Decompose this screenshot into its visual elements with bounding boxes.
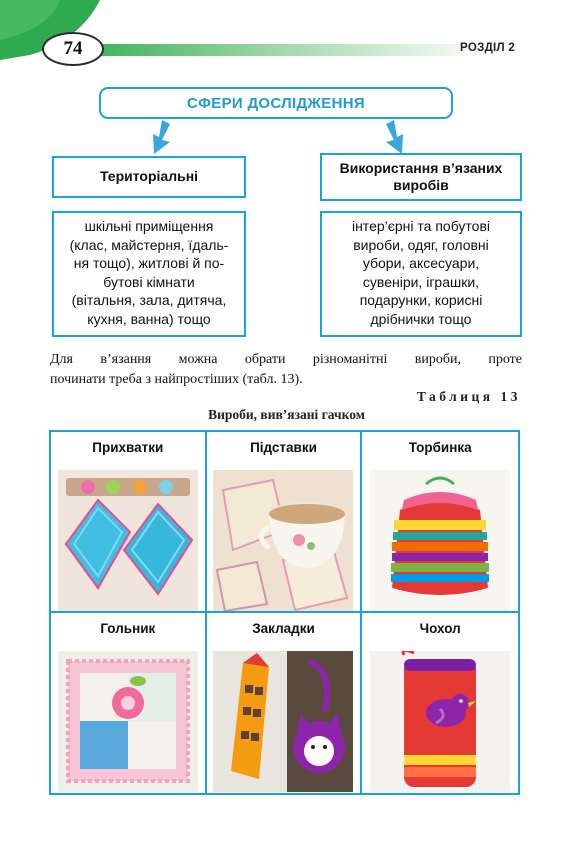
table-title: Вироби, вив’язані гачком [208, 407, 365, 422]
arrow-down-right-icon [378, 120, 408, 154]
table-cell-case [362, 613, 518, 794]
category-knitted-items [320, 153, 522, 201]
desc-line: дрібнички тощо [370, 311, 472, 328]
crochet-items-table [49, 430, 520, 795]
pouch-photo [370, 470, 510, 611]
cell-title: Прихватки [92, 440, 164, 455]
section-label: РОЗДІЛ 2 [460, 42, 516, 54]
bookmarks-photo [213, 651, 353, 792]
table-cell-bookmarks [207, 613, 363, 794]
potholders-photo [58, 470, 198, 611]
diagram-main-box: СФЕРИ ДОСЛІДЖЕННЯ [99, 87, 453, 119]
coasters-photo [213, 470, 353, 611]
knitted-items-description [320, 211, 522, 337]
page-number: 74 [42, 32, 104, 66]
cell-title: Чохол [419, 620, 461, 636]
category-knitted-title-line: виробів [393, 177, 449, 193]
table-label: Таблиця 13 [416, 389, 521, 404]
desc-line: сувеніри, іграшки, [362, 273, 480, 290]
desc-line: кухня, ванна) тощо [87, 311, 211, 328]
desc-line: ня тощо), житлові й по- [73, 255, 225, 272]
pincushion-photo [58, 651, 198, 792]
desc-line: вироби, одяг, головні [353, 236, 489, 253]
category-knitted-title-line: Використання в’язаних [339, 159, 503, 176]
table-cell-potholders [51, 432, 207, 613]
table-cell-coasters [207, 432, 363, 613]
desc-line: подарунки, корисні [359, 292, 483, 309]
desc-line: (клас, майстерня, їдаль- [69, 236, 229, 253]
arrow-down-left-icon [148, 120, 178, 154]
body-paragraph [50, 350, 522, 391]
category-territorial [52, 156, 246, 198]
table-cell-pouch [362, 432, 518, 613]
desc-line: (вітальня, зала, дитяча, [71, 292, 227, 309]
desc-line: шкільні приміщення [84, 218, 214, 234]
desc-line: інтер’єрні та побутові [351, 218, 491, 234]
table-cell-pincushion [51, 613, 207, 794]
paragraph-line: Для в’язання можна обрати різноманітні вироби, проте [50, 352, 522, 367]
category-territorial-title: Територіальні [99, 168, 199, 185]
territorial-description [52, 211, 246, 337]
desc-line: бутові кімнати [103, 273, 195, 290]
paragraph-line: починати треба з найпростіших (табл. 13). [50, 372, 303, 388]
desc-line: убори, аксесуари, [362, 255, 480, 272]
cell-title: Закладки [252, 620, 315, 636]
cell-title: Підставки [250, 440, 317, 455]
cell-title: Гольник [100, 620, 156, 636]
cell-title: Торбинка [408, 440, 472, 455]
phone-case-photo [370, 651, 510, 792]
header-bar [95, 44, 495, 56]
